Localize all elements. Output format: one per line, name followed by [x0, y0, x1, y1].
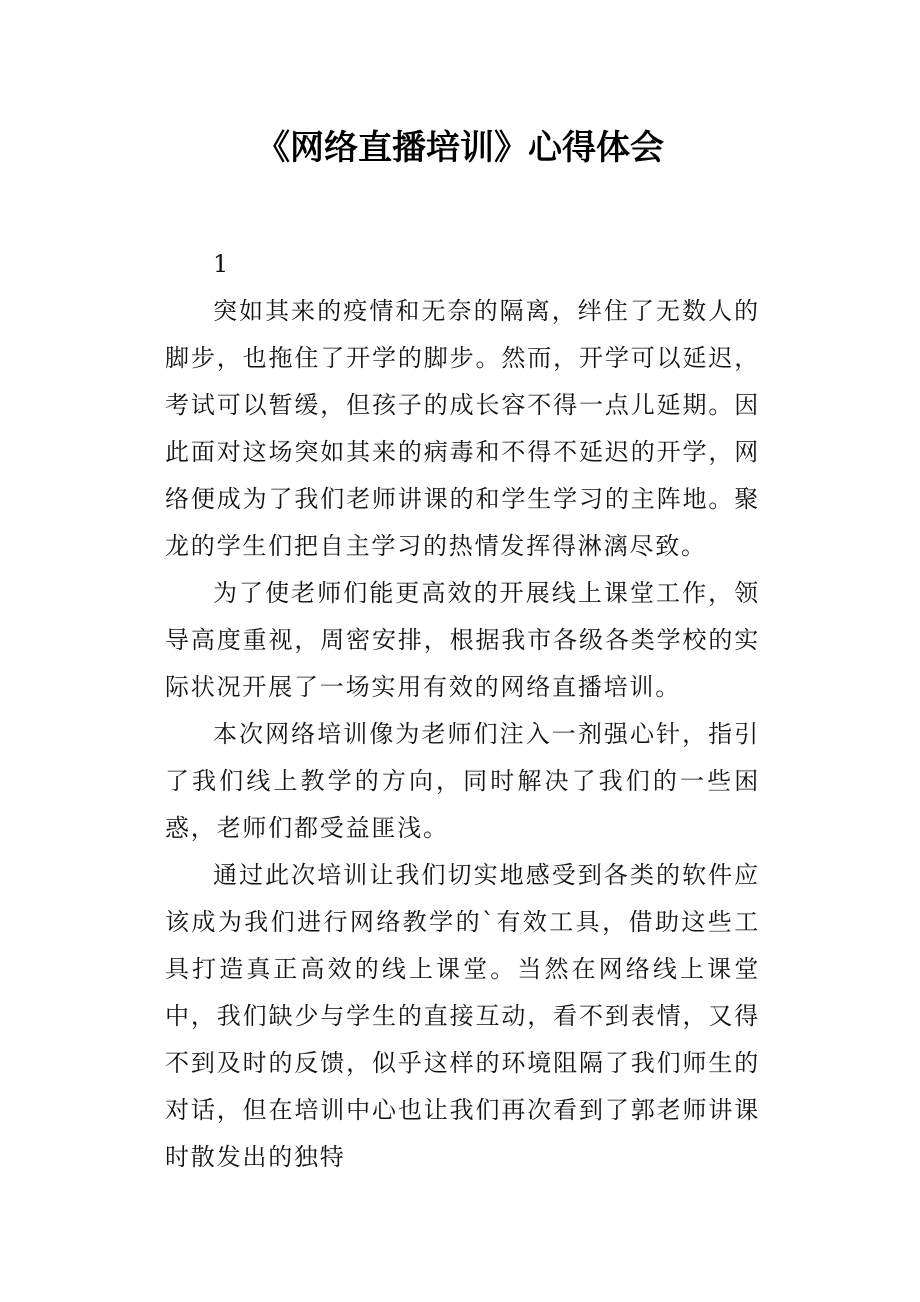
document-body	[165, 241, 760, 1181]
paragraph-4: 通过此次培训让我们切实地感受到各类的软件应该成为我们进行网络教学的`有效工具，借助这些工具打造真正高效的线上课堂。当然在网络线上课堂中，我们缺少与学生的直接互动，看不到表情，又得不到及时的反馈，似乎这样的环境阻隔了我们师生的对话，但在培训中心也让我们再次看到了郭老师讲课时散发出的独特	[165, 861, 760, 1171]
paragraph-1: 突如其来的疫情和无奈的隔离，绊住了无数人的脚步，也拖住了开学的脚步。然而，开学可以延迟，考试可以暂缓，但孩子的成长容不得一点儿延期。因此面对这场突如其来的病毒和不得不延迟的开学，网络便成为了我们老师讲课的和学生学习的主阵地。聚龙的学生们把自主学习的热情发挥得淋漓尽致。	[165, 297, 760, 560]
document-title: 《网络直播培训》心得体会	[256, 128, 664, 168]
paragraph-3: 本次网络培训像为老师们注入一剂强心针，指引了我们线上教学的方向，同时解决了我们的一些困惑，老师们都受益匪浅。	[165, 720, 760, 842]
paragraph-2: 为了使老师们能更高效的开展线上课堂工作，领导高度重视，周密安排，根据我市各级各类学校的实际状况开展了一场实用有效的网络直播培训。	[165, 579, 760, 701]
section-number: 1	[213, 250, 231, 278]
